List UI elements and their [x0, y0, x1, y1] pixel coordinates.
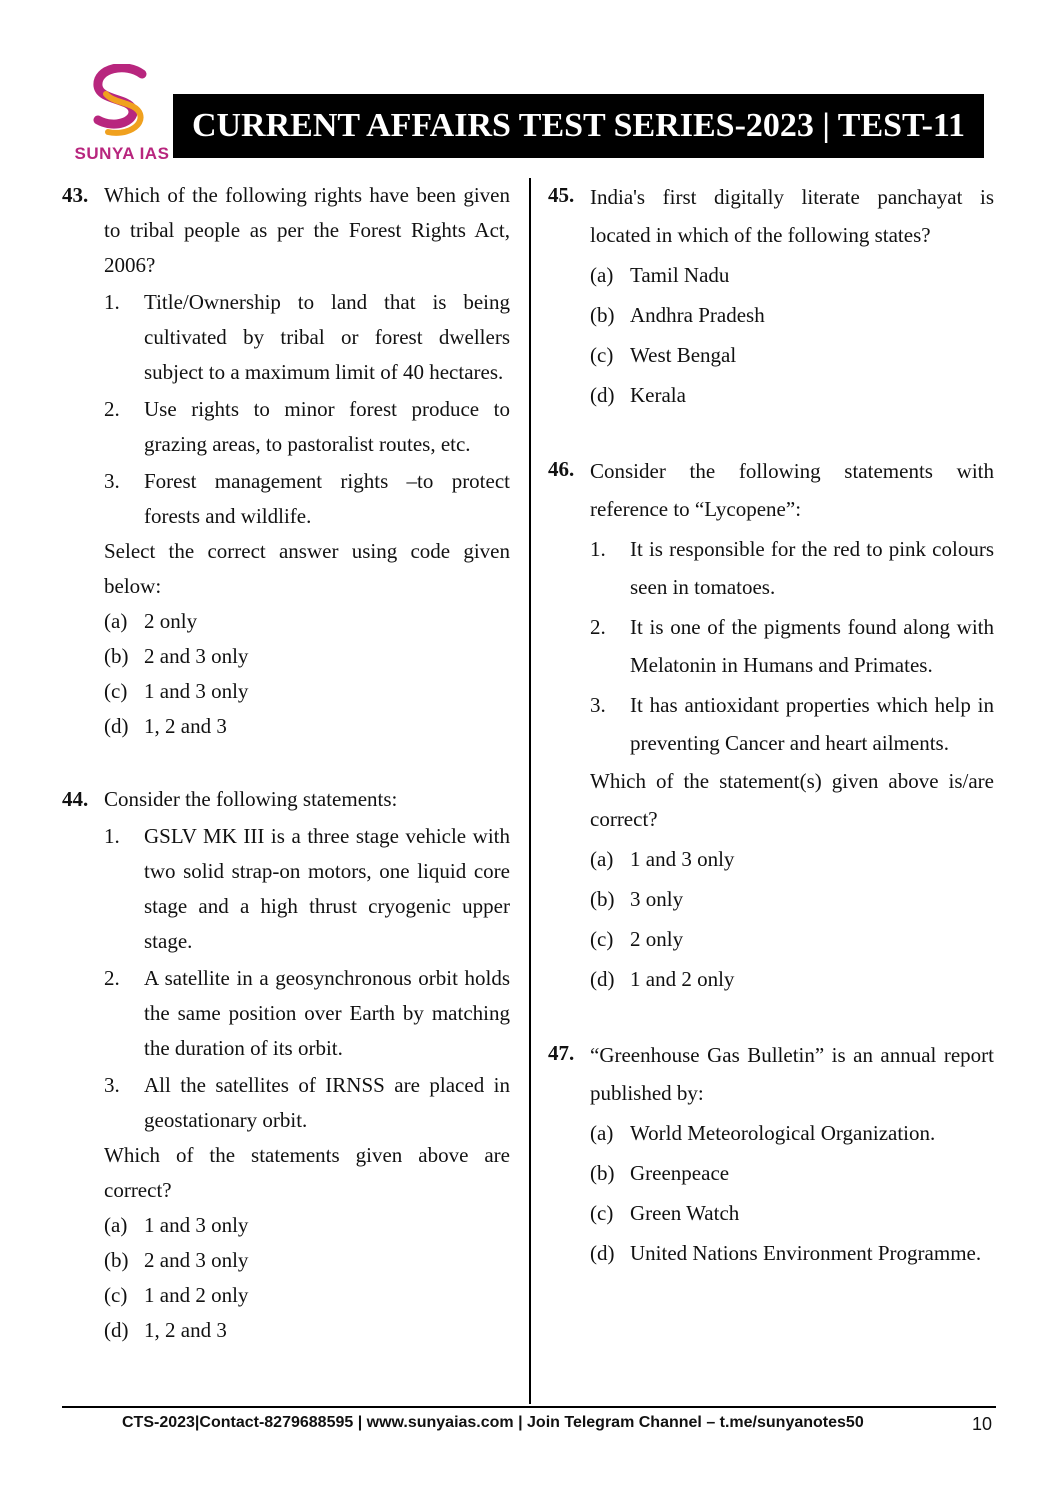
statement-number: 3. [590, 693, 606, 717]
option [104, 604, 510, 639]
footer-divider [62, 1406, 996, 1408]
option-text: 1 and 2 only [144, 1283, 249, 1307]
option-label: (b) [104, 1248, 129, 1272]
option [104, 709, 510, 744]
option [104, 674, 510, 709]
option-text: 2 only [630, 927, 684, 951]
option [590, 840, 994, 878]
option-label: (d) [590, 383, 615, 407]
option-text: 3 only [630, 887, 684, 911]
option [590, 960, 994, 998]
question-prompt: Which of the statement(s) given above is/are correct? [590, 769, 994, 831]
option-text: 2 only [144, 609, 198, 633]
statement-number: 3. [104, 1073, 120, 1097]
option [590, 1154, 994, 1192]
option-text: 1 and 3 only [144, 1213, 249, 1237]
sunya-ias-logo [64, 64, 180, 164]
option-label: (c) [104, 679, 128, 703]
option-text: United Nations Environment Programme. [630, 1241, 982, 1265]
option-label: (a) [590, 1121, 614, 1145]
question-number: 44. [62, 787, 89, 811]
statement-number: 2. [590, 615, 606, 639]
statement-text: It has antioxidant properties which help in preventing Cancer and heart ailments. [630, 693, 994, 755]
option [590, 920, 994, 958]
question-text: Consider the following statements with reference to “Lycopene”: [590, 459, 994, 521]
option [590, 296, 994, 334]
option-label: (c) [104, 1283, 128, 1307]
option-text: Greenpeace [630, 1161, 730, 1185]
option-label: (b) [590, 887, 615, 911]
page-number: 10 [971, 1414, 992, 1434]
option-label: (d) [590, 967, 615, 991]
option-text: Green Watch [630, 1201, 740, 1225]
statement [104, 1068, 510, 1138]
question-47 [548, 1036, 994, 1272]
option [590, 376, 994, 414]
footer-contact-text: CTS-2023|Contact-8279688595 | www.sunyaias.com | Join Telegram Channel – t.me/sunyanotes50 [122, 1414, 864, 1431]
question-43 [62, 178, 510, 744]
statement-text: Use rights to minor forest produce to grazing areas, to pastoralist routes, etc. [144, 397, 510, 456]
option-text: 1 and 2 only [630, 967, 735, 991]
statement-number: 2. [104, 397, 120, 421]
column-divider [529, 178, 531, 1404]
option-label: (c) [590, 927, 614, 951]
option-text: 1, 2 and 3 [144, 1318, 227, 1342]
option-label: (d) [104, 714, 129, 738]
question-text: Which of the following rights have been given to tribal people as per the Forest Rights Act, 2006? [104, 183, 510, 277]
page-title: CURRENT AFFAIRS TEST SERIES-2023 | TEST-11 [173, 94, 984, 158]
option [104, 1243, 510, 1278]
option [590, 1114, 994, 1152]
statement-text: It is one of the pigments found along with Melatonin in Humans and Primates. [630, 615, 994, 677]
option-label: (a) [104, 1213, 128, 1237]
question-text: Consider the following statements: [104, 787, 398, 811]
statement-number: 3. [104, 469, 120, 493]
right-column [548, 178, 994, 1272]
option-label: (a) [590, 263, 614, 287]
option [104, 639, 510, 674]
statement-number: 1. [590, 537, 606, 561]
option-label: (b) [590, 1161, 615, 1185]
logo-text: SUNYA IAS [74, 144, 170, 163]
option [104, 1313, 510, 1348]
statement-number: 2. [104, 966, 120, 990]
statement-number: 1. [104, 824, 120, 848]
statement [104, 819, 510, 959]
option-text: Andhra Pradesh [630, 303, 765, 327]
statement-text: Title/Ownership to land that is being cultivated by tribal or forest dwellers subject to a maximum limit of 40 hectares. [144, 290, 510, 384]
statement [104, 285, 510, 390]
statement [104, 392, 510, 462]
option-text: World Meteorological Organization. [630, 1121, 936, 1145]
option [590, 256, 994, 294]
statement [590, 530, 994, 606]
question-number: 43. [62, 183, 89, 207]
option [590, 880, 994, 918]
statement [590, 608, 994, 684]
option-label: (b) [590, 303, 615, 327]
option-label: (a) [104, 609, 128, 633]
option [590, 1234, 994, 1272]
question-44 [62, 782, 510, 1348]
option-text: Kerala [630, 383, 686, 407]
option-text: West Bengal [630, 343, 737, 367]
statement [104, 961, 510, 1066]
question-number: 45. [548, 183, 575, 207]
option-text: 2 and 3 only [144, 1248, 249, 1272]
option-label: (a) [590, 847, 614, 871]
option [590, 336, 994, 374]
footer [62, 1412, 996, 1442]
question-prompt: Select the correct answer using code given below: [104, 539, 510, 598]
option-text: 1 and 3 only [144, 679, 249, 703]
option-text: Tamil Nadu [630, 263, 730, 287]
statement-text: All the satellites of IRNSS are placed in geostationary orbit. [144, 1073, 510, 1132]
statement-text: A satellite in a geosynchronous orbit holds the same position over Earth by matching the duration of its orbit. [144, 966, 510, 1060]
option-label: (b) [104, 644, 129, 668]
question-number: 46. [548, 457, 575, 481]
option-label: (d) [590, 1241, 615, 1265]
option-text: 1 and 3 only [630, 847, 735, 871]
option-label: (c) [590, 343, 614, 367]
statement-text: It is responsible for the red to pink colours seen in tomatoes. [630, 537, 994, 599]
question-45 [548, 178, 994, 414]
question-prompt: Which of the statements given above are correct? [104, 1143, 510, 1202]
option-text: 1, 2 and 3 [144, 714, 227, 738]
statement-text: GSLV MK III is a three stage vehicle with two solid strap-on motors, one liquid core stage and a high thrust cryogenic upper stage. [144, 824, 510, 953]
question-text: India's first digitally literate panchayat is located in which of the following states? [590, 185, 994, 247]
statement [590, 686, 994, 762]
question-text: “Greenhouse Gas Bulletin” is an annual report published by: [590, 1043, 994, 1105]
question-number: 47. [548, 1041, 575, 1065]
option-text: 2 and 3 only [144, 644, 249, 668]
option-label: (d) [104, 1318, 129, 1342]
question-46 [548, 452, 994, 998]
logo-s-icon [86, 64, 158, 142]
statement [104, 464, 510, 534]
statement-text: Forest management rights –to protect forests and wildlife. [144, 469, 510, 528]
left-column [62, 178, 510, 1348]
option-label: (c) [590, 1201, 614, 1225]
option [590, 1194, 994, 1232]
option [104, 1278, 510, 1313]
option [104, 1208, 510, 1243]
statement-number: 1. [104, 290, 120, 314]
